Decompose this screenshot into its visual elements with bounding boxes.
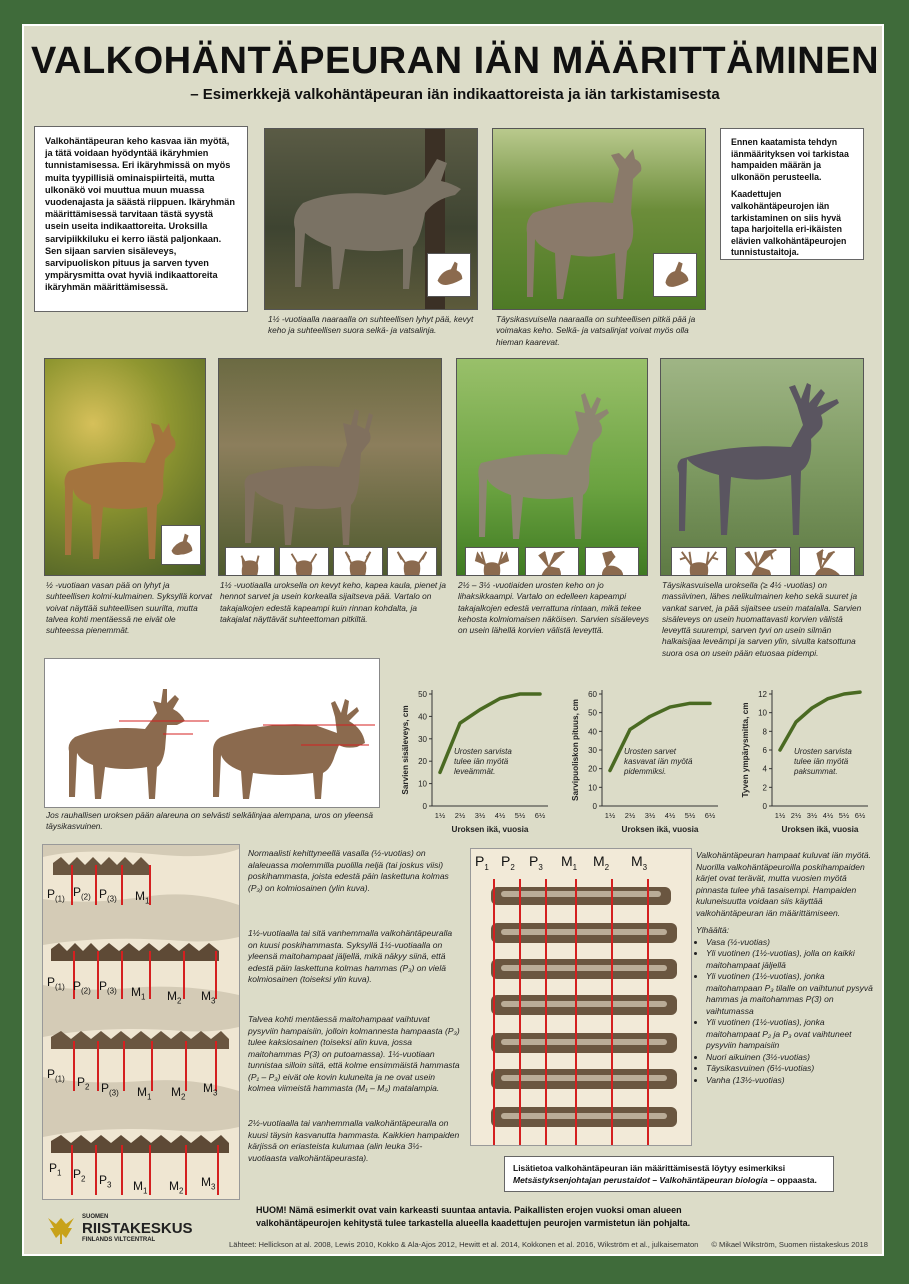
- x-axis-label: Uroksen ikä, vuosia: [621, 825, 699, 834]
- wear-text: [696, 850, 874, 1086]
- photo-fawn: [44, 358, 206, 576]
- buck-adult-head-icon-3: [799, 547, 855, 576]
- y-tick-label: 12: [758, 690, 767, 699]
- posture-illustration: [45, 659, 379, 807]
- data-point: [669, 706, 671, 708]
- y-tick-label: 8: [762, 727, 767, 737]
- y-tick-label: 10: [418, 779, 427, 789]
- logo-big: RIISTAKESKUS: [82, 1220, 193, 1237]
- tooth-label-m2: $M_2$: [169, 1179, 184, 1196]
- caption-fawn: ½ -vuotiaan vasan pää on lyhyt ja suhteellisen kolmi-kulmainen. Syksyllä korvat voivat näyttää suhteellisen suurilta, mutta talvea kohti mentäessä ne eivät ole suhteessa pienemmät.: [46, 580, 213, 636]
- list-item: • Vasa (½-vuotias): [706, 937, 874, 949]
- tooth-label-p2: $P_2$: [501, 853, 515, 872]
- list-item: • Yli vuotinen (1½-vuotias), jonka maitohampaan P₃ tilalle on vaihtunut pysyvä hammas ja maitohammas P(3) on vaihtumassa: [706, 971, 874, 1017]
- buck-adult-illustration: [661, 359, 864, 576]
- tooth-label-p3: $P_3$: [99, 1173, 112, 1190]
- tooth-divider: [647, 879, 649, 1145]
- tooth-check-p1: Ennen kaatamista tehdyn iänmäärityksen voi tarkistaa hampaiden määrän ja ulkonäön perusteella.: [731, 137, 849, 182]
- caption-doe-adult: Täysikasvuisella naaraalla on suhteellisen pitkä pää ja voimakas keho. Selkä- ja vatsalinjat voivat myös olla hieman kaarevat.: [496, 314, 696, 347]
- photo-buck-young: [218, 358, 442, 576]
- y-tick-label: 6: [762, 746, 767, 755]
- tooth-label-m1: $M_1$: [137, 1085, 152, 1102]
- x-tick-label: 4½: [664, 811, 676, 820]
- x-tick-label: 4½: [494, 811, 506, 820]
- data-point: [779, 749, 781, 751]
- y-tick-label: 2: [762, 783, 767, 793]
- y-tick-label: 0: [592, 802, 597, 811]
- x-axis-label: Uroksen ikä, vuosia: [451, 825, 529, 834]
- tooth-label-p1: $P_{(1)}$: [47, 975, 65, 992]
- y-tick-label: 40: [588, 727, 597, 737]
- y-tick-label: 10: [758, 708, 767, 718]
- data-point: [649, 715, 651, 717]
- chart-annotation: Urosten sarvista tulee iän myötä paksummat.: [794, 747, 852, 776]
- intro-box: [34, 126, 248, 312]
- x-tick-label: 3½: [806, 811, 818, 820]
- tooth-divider: [217, 1145, 219, 1195]
- data-point: [609, 769, 611, 771]
- tooth-label-p3: $P_{(3)}$: [101, 1081, 119, 1098]
- x-tick-label: 2½: [790, 811, 802, 820]
- x-tick-label: 6½: [534, 811, 546, 820]
- x-tick-label: 6½: [854, 811, 866, 820]
- tooth-label-m3: $M_3$: [201, 1175, 216, 1192]
- y-tick-label: 0: [762, 802, 767, 811]
- tooth-divider: [151, 1041, 153, 1091]
- x-tick-label: 5½: [514, 811, 526, 820]
- tooth-divider: [545, 879, 547, 1145]
- jaws-left-panel: [42, 844, 240, 1200]
- buck-adult-head-icon-2: [735, 547, 791, 576]
- tooth-label-m2: $M_2$: [167, 989, 182, 1006]
- jaw4-text: 2½-vuotiaalla tai vanhemmalla valkohäntäpeuralla on kuusi täysin kasvanutta hammasta. Kaikkien hampaiden kärjissä on eriasteista kulumaa (alin leuka 3½-vuotiaasta valkohäntäpeurasta).: [248, 1118, 460, 1163]
- tooth-divider: [73, 1041, 75, 1091]
- wear-list: [696, 937, 874, 1087]
- y-tick-label: 60: [588, 690, 597, 699]
- tooth-label-p1: $P_{(1)}$: [47, 1067, 65, 1084]
- wear-intro: Valkohäntäpeuran hampaat kuluvat iän myötä. Nuorilla valkohäntäpeuroilla poskihampaiden kärjet ovat terävät, mutta vuosien myötä pinnasta tulee yhä tasaisempi. Hampaiden kuluneisuutta voidaan siis käyttää valkohäntäpeuran iän määrittämiseen.: [696, 850, 871, 918]
- y-tick-label: 40: [418, 712, 427, 722]
- x-tick-label: 3½: [474, 811, 486, 820]
- buck-young-head-icon-1: [225, 547, 275, 576]
- list-item: • Täysikasvuinen (6½-vuotias): [706, 1063, 874, 1075]
- tooth-label-m2: $M_2$: [171, 1085, 186, 1102]
- tooth-divider: [183, 951, 185, 999]
- tooth-label-m1: $M_1$: [131, 985, 146, 1002]
- intro-text: Valkohäntäpeuran keho kasvaa iän myötä, ja tätä voidaan hyödyntää ikäryhmien tunnistamisessa. Eri ikäryhmissä on myös muita tyypillisiä ominaispiirteitä, mutta ulkonäkö voi muuttua muun muassa vuodenajasta ja säästä riippuen. Ikäryhmän määrittämisessä tarvitaan tästä syystä usein useita indikaattoreita. Uroksilla sarvipiikkiluku ei kerro iästä paljonkaan. Sen sijaan sarvien sisäleveys, sarvipuoliskon pituus ja sarven tyven ympärysmitta ovat hyviä indikaattoreita ikäryhmän määrittämisessä.: [45, 136, 235, 293]
- data-point: [629, 728, 631, 730]
- tooth-check-p2: Kaadettujen valkohäntäpeurojen iän tarkistaminen on siis hyvä tapa harjoitella eri-ikäisten elävien valkohäntäpeurojen tunnistustaitoja.: [731, 189, 847, 258]
- jaw3-text: Talvea kohti mentäessä maitohampaat vaihtuvat pysyviin hampaisiin, jolloin kolmannesta hampaasta (P₃) tulee kaksiosainen (toiseksi alin kuva, jossa maitohammas P(3) on putoamassa). 1½-vuotiaan tunnistaa silloin siitä, että kolme ensimmäistä hammasta (P₁ – P₃) eivät ole kovin kuluneita ja ne ovat usein kolmea viimeistä hammasta (M₁ – M₃) matalampia.: [248, 1014, 460, 1093]
- tooth-divider: [185, 1145, 187, 1195]
- data-point: [439, 771, 441, 773]
- buck-young-head-icon-4: [387, 547, 437, 576]
- data-point: [811, 707, 813, 709]
- buck-young-illustration: [219, 359, 442, 576]
- page-subtitle: – Esimerkkejä valkohäntäpeuran iän indikaattoreista ja iän tarkistamisesta: [190, 86, 720, 103]
- tooth-check-box: [720, 128, 864, 260]
- tooth-label-p1: $P_{(1)}$: [47, 887, 65, 904]
- x-tick-label: 6½: [704, 811, 716, 820]
- tooth-divider: [97, 1041, 99, 1091]
- y-tick-label: 30: [418, 734, 427, 744]
- jaw1-text: Normaalisti kehittyneellä vasalla (½-vuotias) on alaleuassa molemmilla puolilla neljä (tai joskus viisi) poskihammasta, joista edestä päin laskettuna kolmas (P₃) on kolmiosainen (ylin kuva).: [248, 848, 449, 893]
- caption-doe-young: 1½ -vuotiaalla naaraalla on suhteellisen lyhyt pää, kevyt keho ja suhteellisen suora selkä- ja vatsalinja.: [268, 314, 474, 336]
- tooth-label-m1: $M_1$: [135, 889, 150, 906]
- list-item: • Vanha (13½-vuotias): [706, 1075, 874, 1087]
- tooth-label-p1: $P_1$: [49, 1161, 62, 1178]
- data-point: [843, 693, 845, 695]
- buck-young-head-icon-3: [333, 547, 383, 576]
- photo-doe-young: [264, 128, 478, 310]
- copyright: © Mikael Wikström, Suomen riistakeskus 2018: [711, 1240, 868, 1249]
- photo-doe-adult: [492, 128, 706, 310]
- y-axis-label: Sarvien sisäleveys, cm: [401, 705, 410, 795]
- wear-list-title: Ylhäältä:: [696, 925, 730, 935]
- y-tick-label: 30: [588, 746, 597, 755]
- posture-panel: [44, 658, 380, 808]
- tooth-label-p2: $P_2$: [77, 1075, 90, 1092]
- sources: Lähteet: Hellickson at al. 2008, Lewis 2010, Kokko & Ala-Ajos 2012, Hewitt et al. 2014, Kokkonen et al. 2016, Wikström et al., julkaisematon: [229, 1240, 699, 1249]
- jaws-right-illustration: [471, 849, 691, 1145]
- x-tick-label: 4½: [822, 811, 834, 820]
- tooth-divider: [121, 951, 123, 999]
- caption-posture: Jos rauhallisen uroksen pään alareuna on selvästi selkälinjaa alempana, uros on yleensä täysikasvuinen.: [46, 810, 374, 832]
- jaws-right-panel: [470, 848, 692, 1146]
- charts-svg: [384, 684, 878, 844]
- list-item: • Yli vuotinen (1½-vuotias), jolla on kaikki maitohampaat jäljellä: [706, 948, 874, 971]
- buck-mid-head-icon-1: [465, 547, 519, 576]
- x-tick-label: 1½: [774, 811, 786, 820]
- y-tick-label: 10: [588, 783, 597, 793]
- fawn-head-icon: [161, 525, 201, 565]
- caption-buck-young: 1½ -vuotiaalla uroksella on kevyt keho, kapea kaula, pienet ja hennot sarvet ja usein korkealla sijaitseva pää. Vartalo on takajalkojen edestä kapeampi kuin rinnan kohdalta, ja takajalat näyttävät suhteettoman pitkiltä.: [220, 580, 447, 624]
- y-tick-label: 50: [588, 708, 597, 718]
- list-item: • Yli vuotinen (1½-vuotias), jonka maitohampaat P₂ ja P₃ ovat vaihtuneet pysyviin hampaisiin: [706, 1017, 874, 1052]
- tooth-label-m3: $M_3$: [203, 1081, 218, 1098]
- x-tick-label: 1½: [434, 811, 446, 820]
- more-info-box: [504, 1156, 834, 1192]
- doe-young-head-icon: [427, 253, 471, 297]
- logo-sub: FINLANDS VILTCENTRAL: [82, 1237, 156, 1243]
- tooth-divider: [95, 865, 97, 905]
- footer-note: HUOM! Nämä esimerkit ovat vain karkeasti suuntaa antavia. Paikallisten erojen vuoksi oman alueen valkohäntäpeurojen kehitystä tulee tarkastella alueella kaadettujen peurojen varmistetun iän pohjalta.: [256, 1205, 691, 1228]
- buck-mid-head-icon-3: [585, 547, 639, 576]
- x-tick-label: 2½: [454, 811, 466, 820]
- tooth-label-m3: $M_3$: [631, 853, 648, 872]
- x-tick-label: 5½: [684, 811, 696, 820]
- tooth-divider: [519, 879, 521, 1145]
- tooth-label-m2: $M_2$: [593, 853, 610, 872]
- data-point: [539, 693, 541, 695]
- tooth-divider: [493, 879, 495, 1145]
- y-tick-label: 20: [418, 757, 427, 767]
- data-point: [499, 697, 501, 699]
- data-point: [479, 708, 481, 710]
- x-tick-label: 3½: [644, 811, 656, 820]
- list-item: • Nuori aikuinen (3½-vuotias): [706, 1052, 874, 1064]
- x-tick-label: 1½: [604, 811, 616, 820]
- tooth-divider: [185, 1041, 187, 1091]
- y-axis-label: Tyven ympärysmitta, cm: [741, 702, 750, 798]
- data-point: [859, 691, 861, 693]
- y-tick-label: 50: [418, 690, 427, 699]
- more-info-line1: Lisätietoa valkohäntäpeuran iän määrittämisestä löytyy esimerkiksi: [513, 1163, 786, 1173]
- tooth-label-m3: $M_3$: [201, 989, 216, 1006]
- data-point: [689, 702, 691, 704]
- photo-buck-adult: [660, 358, 864, 576]
- tooth-divider: [611, 879, 613, 1145]
- poster: [22, 24, 884, 1256]
- logo-small: SUOMEN: [82, 1214, 109, 1220]
- jaw2-text: 1½-vuotiaalla tai sitä vanhemmalla valkohäntäpeuralla on kuusi poskihammasta. Syksyllä 1½-vuotiaalla on yleensä maitohampaat jäljellä, mikä näkyy siinä, että edestä päin laskettuna kolmas hammas (P₃) on vielä kolmiosainen (toiseksi ylin kuva).: [248, 928, 453, 984]
- chart-annotation: Urosten sarvet kasvavat iän myötä pidemmiksi.: [624, 747, 693, 776]
- y-tick-label: 0: [422, 802, 427, 811]
- tooth-label-p3: $P_{(3)}$: [99, 979, 117, 996]
- tooth-label-p3: $P_3$: [529, 853, 543, 872]
- page-title: VALKOHÄNTÄPEURAN IÄN MÄÄRITTÄMINEN: [30, 40, 880, 82]
- buck-mid-illustration: [457, 359, 648, 576]
- buck-mid-head-icon-2: [525, 547, 579, 576]
- tooth-label-p2: $P_2$: [73, 1167, 86, 1184]
- x-tick-label: 2½: [624, 811, 636, 820]
- data-point: [827, 697, 829, 699]
- tooth-label-p2: $P_{(2)}$: [73, 885, 91, 902]
- charts-area: [384, 684, 878, 844]
- photo-buck-mid: [456, 358, 648, 576]
- tooth-divider: [123, 1041, 125, 1091]
- y-tick-label: 4: [762, 764, 767, 774]
- tooth-divider: [121, 865, 123, 905]
- x-axis-label: Uroksen ikä, vuosia: [781, 825, 859, 834]
- tooth-divider: [121, 1145, 123, 1195]
- y-tick-label: 20: [588, 764, 597, 774]
- tooth-label-m1: $M_1$: [561, 853, 578, 872]
- chart-annotation: Urosten sarvista tulee iän myötä leveämmät.: [454, 747, 512, 776]
- series-line: [780, 692, 860, 750]
- buck-young-head-icon-2: [279, 547, 329, 576]
- tooth-label-p3: $P_{(3)}$: [99, 887, 117, 904]
- doe-adult-head-icon: [653, 253, 697, 297]
- tooth-divider: [95, 1145, 97, 1195]
- caption-buck-adult: Täysikasvuisella uroksella (≥ 4½ -vuotias) on massiivinen, lähes nelikulmainen keho sekä suuret ja vankat sarvet, ja pää sijaitsee usein matalalla. Sarvien sisäleveys on usein huomattavasti korvien välistä leveyttä suurempi, sarven tyvi on usein silmän halkaisijaa leveämpi ja sarven ylin, sivulta katsottuna suora osa on usein pään etuosaa pidempi.: [662, 580, 862, 658]
- more-info-line2: Metsästyksenjohtajan perustaidot – Valkohäntäpeuran biologia – oppaasta.: [513, 1175, 817, 1185]
- riistakeskus-logo: [44, 1214, 214, 1246]
- data-point: [459, 722, 461, 724]
- buck-adult-head-icon-1: [671, 547, 727, 576]
- tooth-divider: [575, 879, 577, 1145]
- tooth-label-p2: $P_{(2)}$: [73, 979, 91, 996]
- data-point: [709, 702, 711, 704]
- data-point: [795, 721, 797, 723]
- caption-buck-mid: 2½ – 3½ -vuotiaiden urosten keho on jo lihaksikkaampi. Vartalo on edelleen kapeampi takajalkojen edestä verrattuna rintaan, mikä tekee kehosta kolmiomaisen näköisen. Sarvien sisäleveys on usein lähellä korvien välistä leveyttä.: [458, 580, 649, 636]
- data-point: [519, 693, 521, 695]
- tooth-divider: [149, 1145, 151, 1195]
- x-tick-label: 5½: [838, 811, 850, 820]
- tooth-label-m1: $M_1$: [133, 1179, 148, 1196]
- logo-emblem-icon: [44, 1214, 78, 1246]
- y-axis-label: Sarvipuoliskon pituus, cm: [571, 699, 580, 801]
- tooth-divider: [149, 951, 151, 999]
- tooth-label-p1: $P_1$: [475, 853, 489, 872]
